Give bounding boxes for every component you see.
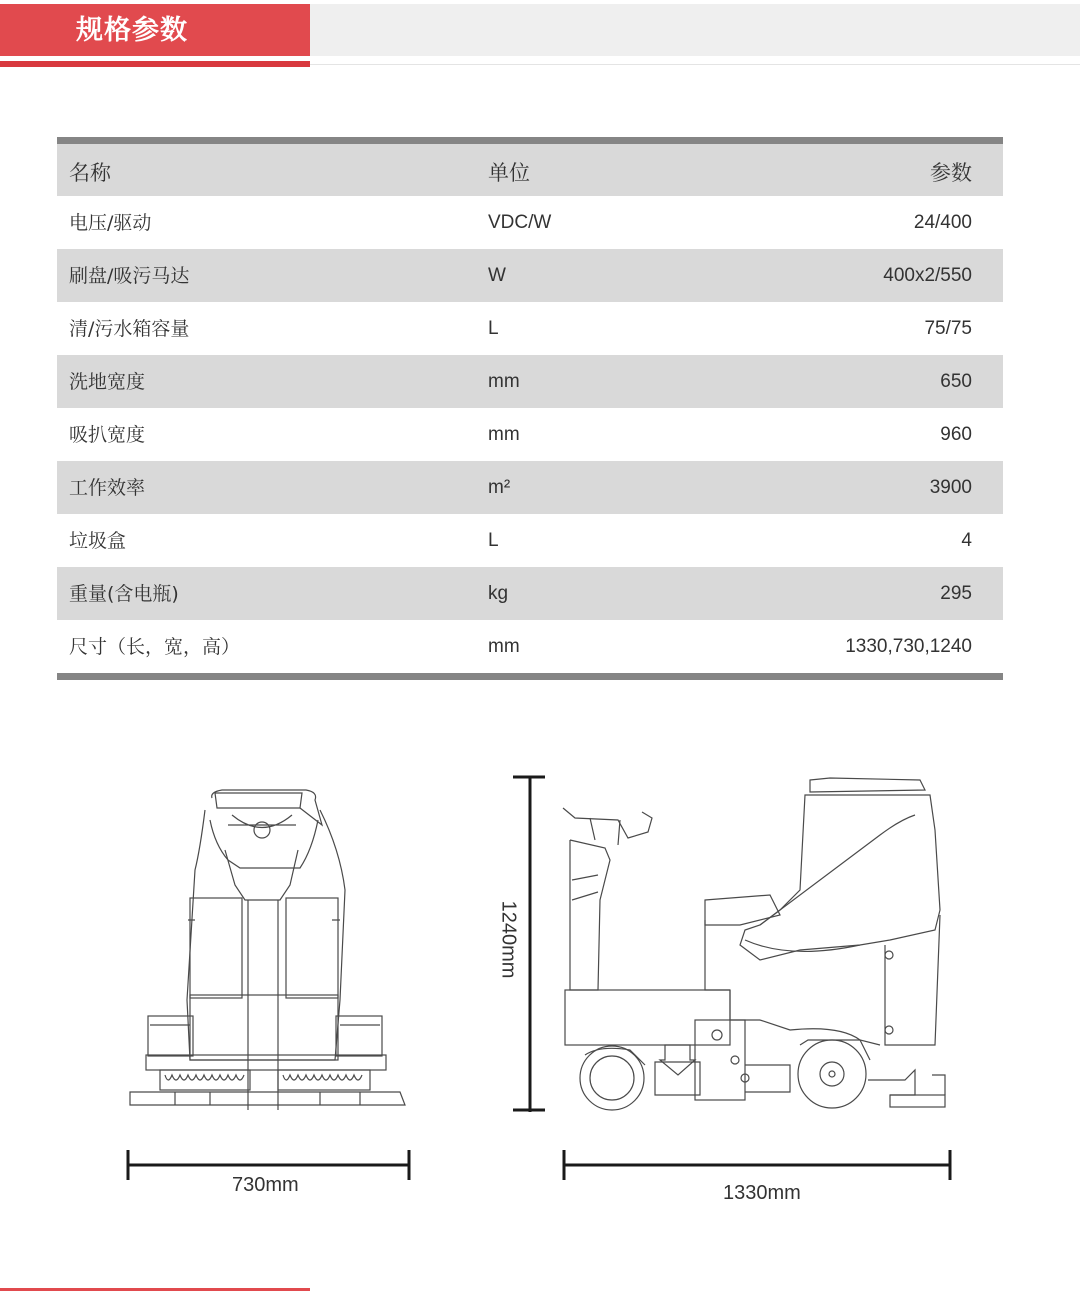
row-value: 960 <box>940 424 972 445</box>
table-bottom-rule <box>57 673 1003 680</box>
height-dimension-label: 1240mm <box>497 900 520 979</box>
row-value: 4 <box>961 530 972 551</box>
row-name: 电压/驱动 <box>69 212 152 234</box>
length-dimension-label: 1330mm <box>723 1182 801 1204</box>
table-top-rule <box>57 137 1003 144</box>
row-name: 尺寸（长，宽，高） <box>69 636 241 658</box>
row-unit: mm <box>488 424 520 445</box>
row-value: 24/400 <box>913 212 972 233</box>
row-unit: m² <box>488 477 511 498</box>
row-unit: L <box>488 530 499 551</box>
row-value: 3900 <box>929 477 972 498</box>
column-header-value: 参数 <box>930 161 972 185</box>
row-name: 刷盘/吸污马达 <box>69 265 190 287</box>
column-header-unit: 单位 <box>488 161 530 185</box>
table-row <box>57 355 1003 408</box>
machine-line-art <box>0 700 1080 1291</box>
front-view-drawing <box>130 790 405 1110</box>
table-row <box>57 408 1003 461</box>
row-unit: L <box>488 318 499 339</box>
row-value: 75/75 <box>924 318 972 339</box>
table-row <box>57 302 1003 355</box>
dimension-drawings <box>0 700 1080 1291</box>
section-title: 规格参数 <box>76 15 188 46</box>
row-name: 工作效率 <box>69 477 146 499</box>
row-name: 重量(含电瓶) <box>69 583 179 605</box>
width-dimension-label: 730mm <box>232 1174 299 1196</box>
row-unit: VDC/W <box>488 212 552 233</box>
table-row <box>57 461 1003 514</box>
section-header <box>0 0 1080 70</box>
row-name: 吸扒宽度 <box>69 424 146 446</box>
table-row <box>57 620 1003 673</box>
row-unit: W <box>488 265 506 286</box>
table-row <box>57 249 1003 302</box>
table-row <box>57 196 1003 249</box>
row-value: 650 <box>940 371 972 392</box>
table-row <box>57 514 1003 567</box>
row-unit: kg <box>488 583 509 604</box>
row-name: 垃圾盒 <box>69 530 127 552</box>
dimension-lines <box>128 777 950 1180</box>
row-unit: mm <box>488 371 520 392</box>
row-value: 295 <box>940 583 972 604</box>
row-unit: mm <box>488 636 520 657</box>
header-tab-underline <box>0 61 310 67</box>
spec-table <box>57 137 1003 680</box>
table-row <box>57 567 1003 620</box>
header-background <box>310 4 1080 56</box>
row-name: 洗地宽度 <box>69 371 146 393</box>
column-header-name: 名称 <box>69 161 111 185</box>
row-value: 400x2/550 <box>883 265 972 286</box>
table-header-row <box>57 144 1003 196</box>
row-name: 清/污水箱容量 <box>69 318 190 340</box>
row-value: 1330,730,1240 <box>845 636 972 657</box>
side-view-drawing <box>563 778 945 1110</box>
